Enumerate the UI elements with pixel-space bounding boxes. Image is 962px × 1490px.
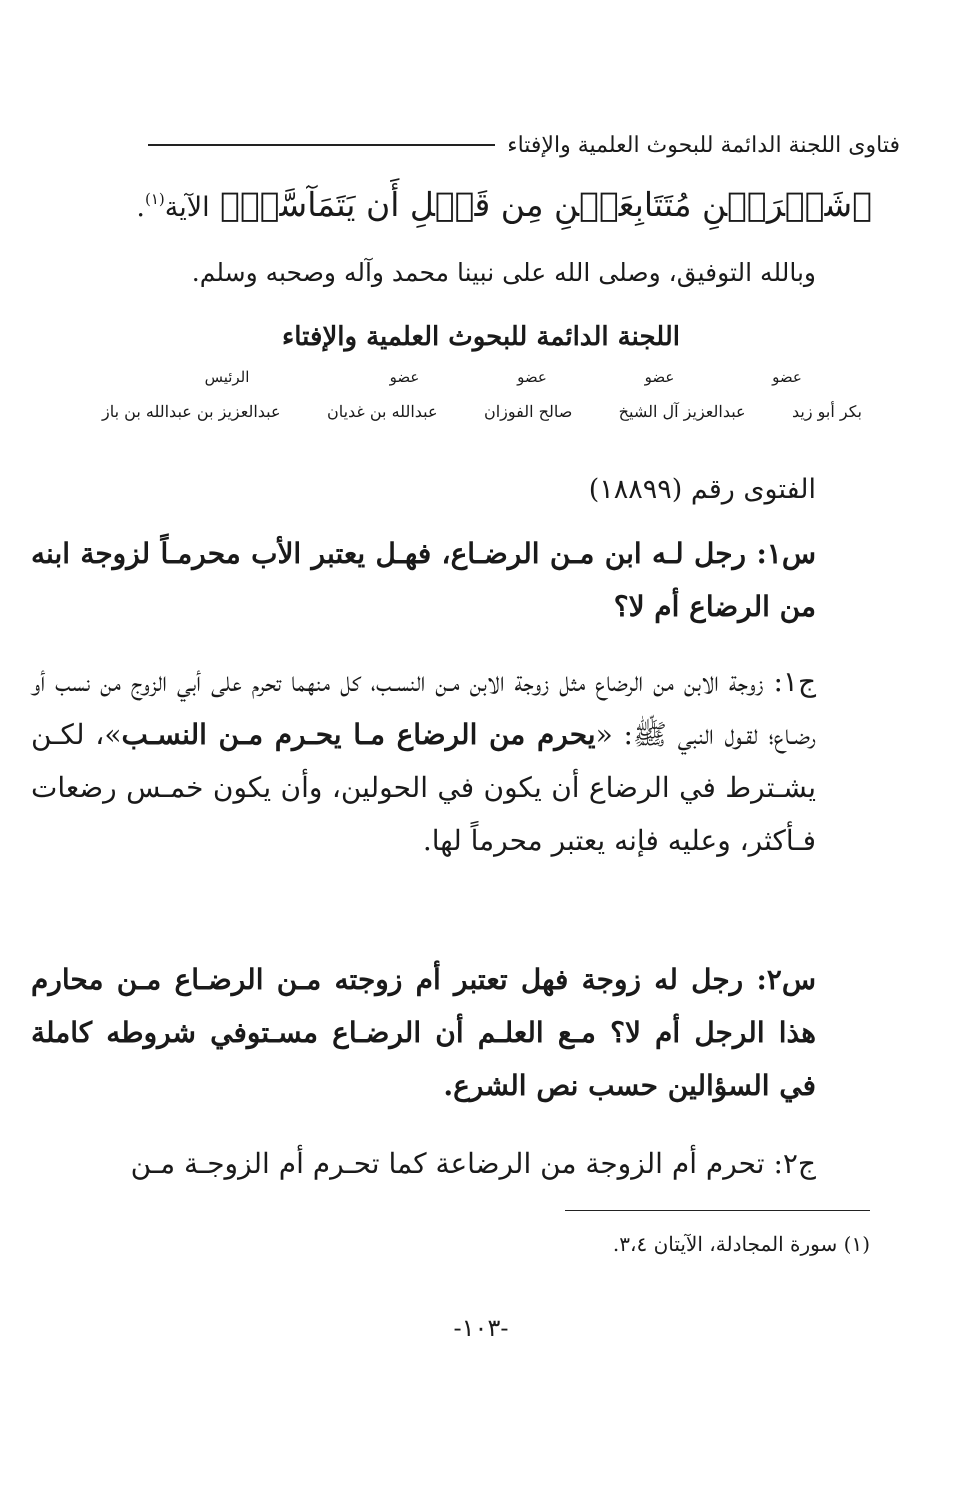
footnote: (١) سورة المجادلة، الآيتان ٣،٤. <box>612 1232 870 1256</box>
closing-line: وبالله التوفيق، وصلى الله على نبينا محمد وآله وصحبه وسلم. <box>191 258 816 287</box>
signatory-role: عضو <box>644 368 675 386</box>
signatory-role: عضو <box>517 368 547 386</box>
answer-1-label: ج١: <box>773 665 817 698</box>
answer-1-text-before: زوجة الابن من الرضاع مثل زوجة الابن مـن النسـب، كل منهما تحرم على أبي الزوج من نسب أو رضـاع؛ لقـول النبي ﷺ: « <box>31 665 816 751</box>
signatory-roles <box>122 368 842 394</box>
signatory-name: عبدالله بن غديان <box>326 402 438 421</box>
quran-open-bracket: ﴿ <box>852 185 872 224</box>
signatory-name: صالح الفوزان <box>483 402 573 421</box>
answer-2 <box>31 1137 872 1190</box>
answer-2-label: ج٢: <box>773 1147 816 1180</box>
header-title: فتاوى اللجنة الدائمة للبحوث العلمية والإفتاء <box>507 132 900 158</box>
verse-label: الآية <box>164 192 210 223</box>
signatory-role: الرئيس <box>204 368 250 386</box>
fatwa-number: الفتوى رقم (١٨٨٩٩) <box>588 474 816 505</box>
hadith-quote: يحرم من الرضاع مـا يحـرم مـن النسـب <box>121 718 596 751</box>
running-header <box>148 125 900 165</box>
signatory-name: بكر أبو زيد <box>791 402 862 421</box>
page-number: -١٠٣- <box>453 1314 509 1342</box>
signatory-role: عضو <box>389 368 420 386</box>
question-1 <box>31 527 872 633</box>
quran-verse-line <box>136 185 872 224</box>
committee-name: اللجنة الدائمة للبحوث العلمية والإفتاء <box>282 322 680 352</box>
verse-end: . <box>136 192 145 223</box>
signatory-role: عضو <box>772 368 802 386</box>
signatory-name: عبدالعزيز بن عبدالله بن باز <box>102 402 281 421</box>
answer-1 <box>31 655 872 867</box>
header-rule <box>148 144 495 146</box>
question-1-label: س١: <box>756 537 817 570</box>
question-2-label: س٢: <box>756 963 817 996</box>
quran-verse: شَهۡرَيۡنِ مُتَتَابِعَيۡنِ مِن قَبۡلِ أَن يَتَمَآسَّاۖ <box>239 185 853 224</box>
question-2-text: رجل له زوجة فهل تعتبر أم زوجته مـن الرضـاع مـن محارم هذا الرجل أم لا؟ مـع العلـم أن الرضـاع مسـتوفي شروطه كاملة في السؤالين حسب نص الشرع. <box>31 963 816 1102</box>
footnote-rule <box>565 1210 870 1211</box>
footnote-ref: (١) <box>144 190 165 208</box>
question-2 <box>31 953 872 1112</box>
question-1-text: رجل لـه ابن مـن الرضـاع، فهـل يعتبر الأب محرمـاً لزوجة ابنه من الرضاع أم لا؟ <box>31 537 816 623</box>
signatory-name: عبدالعزيز آل الشيخ <box>618 402 746 421</box>
answer-2-text: تحرم أم الزوجة من الرضاعة كما تحـرم أم الزوجـة مـن <box>130 1147 765 1180</box>
signatory-names <box>102 402 862 432</box>
answer-1-text-after: »، لكـن يشـترط في الرضاع أن يكون في الحولين، وأن يكون خمـس رضعات فـأكثر، وعليه فإنه يعتبر محرماً لها. <box>31 718 816 857</box>
quran-close-bracket: ﴾ <box>220 185 240 224</box>
